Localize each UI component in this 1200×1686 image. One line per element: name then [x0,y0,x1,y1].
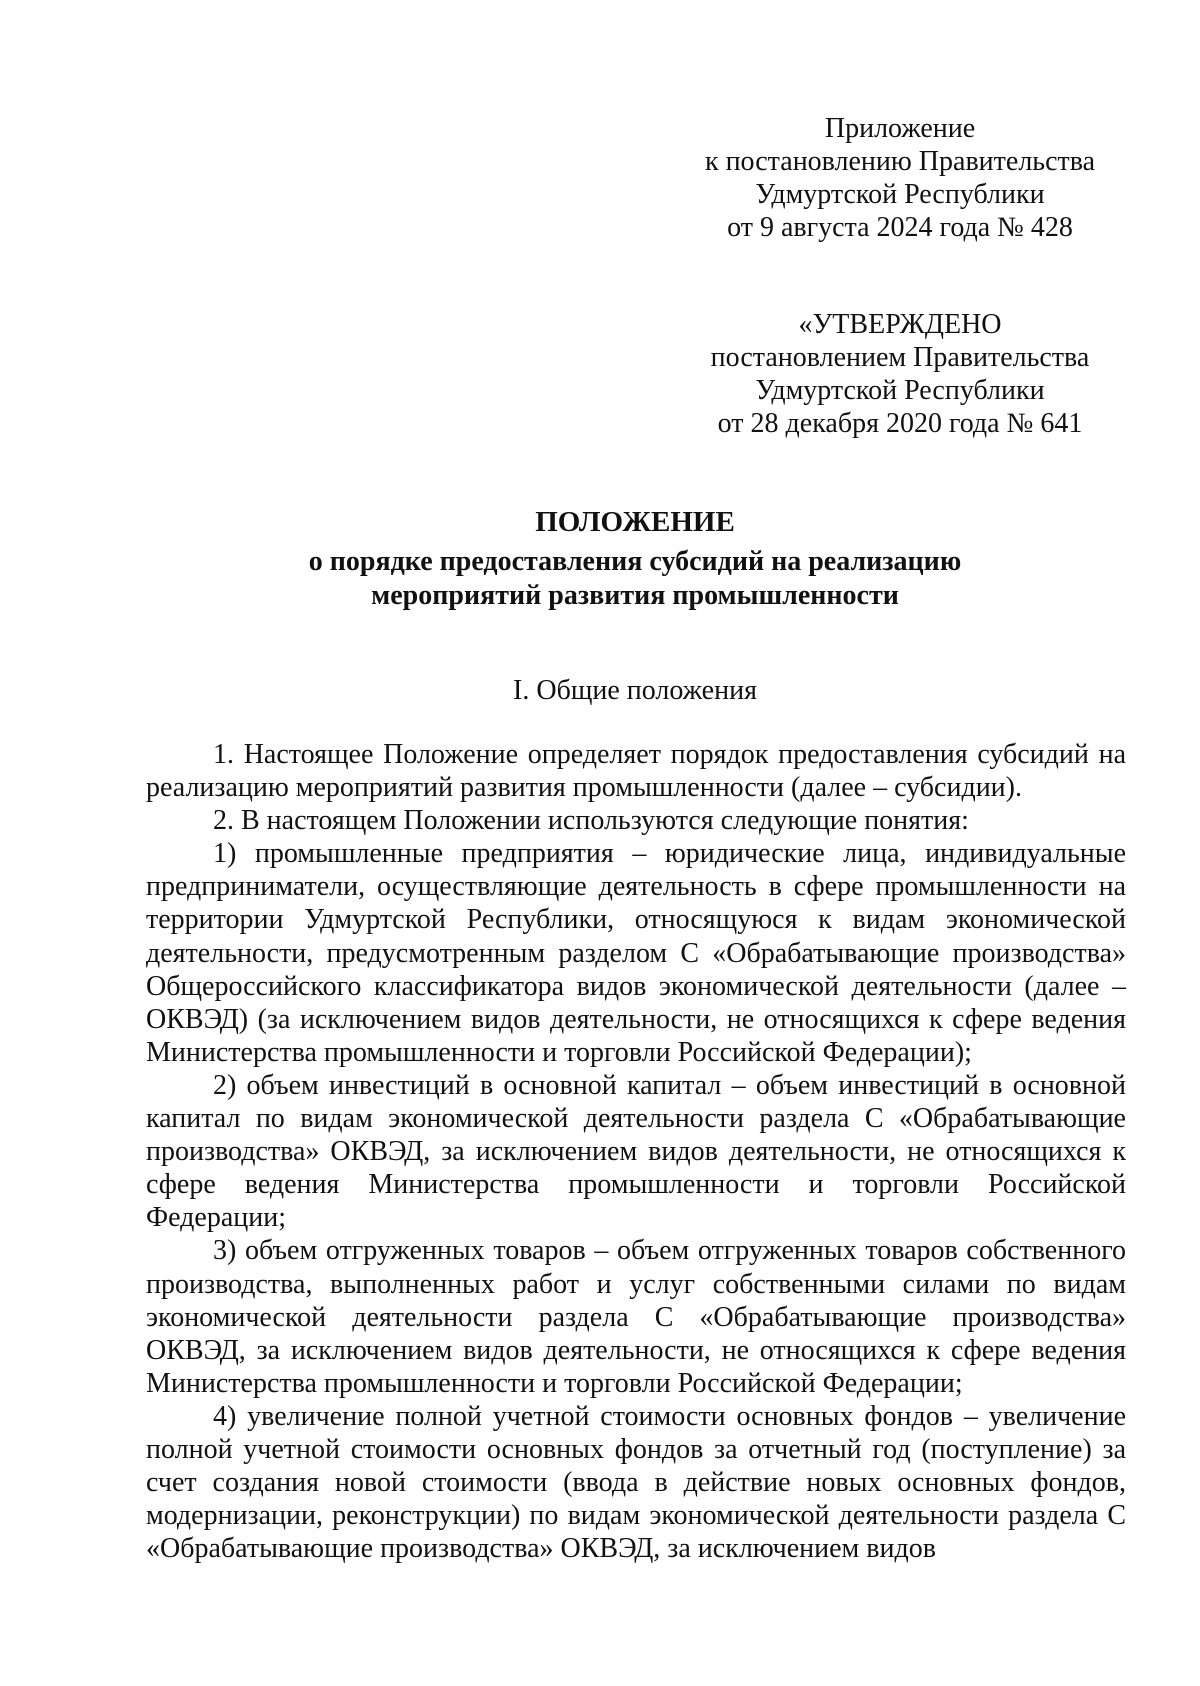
approved-line: постановлением Правительства [710,342,1090,373]
document-body [146,738,1126,1565]
document-title: ПОЛОЖЕНИЕ [535,506,735,538]
appendix-line: Удмуртской Республики [755,179,1045,210]
paragraph: 1. Настоящее Положение определяет порядок предоставления субсидий на реализацию мероприятий развития промышленности (далее – субсидии). [146,739,1126,804]
paragraph: 4) увеличение полной учетной стоимости основных фондов – увеличение полной учетной стоимости основных фондов за отчетный год (поступление) за счет создания новой стоимости (ввода в действие новых основных фондов, модернизации, реконструкции) по видам экономической деятельности раздела С «Обрабатывающие производства» ОКВЭД, за исключением видов [146,1400,1126,1565]
paragraph: 2) объем инвестиций в основной капитал – объем инвестиций в основной капитал по видам экономической деятельности раздела С «Обрабатывающие производства» ОКВЭД, за исключением видов деятельности, не относящихся к сфере ведения Министерства промышленности и торговли Российской Федерации; [146,1069,1126,1234]
approved-line: «УТВЕРЖДЕНО [798,309,1002,340]
appendix-header [700,112,1100,244]
approval-stamp-block [700,308,1100,440]
appendix-line: к постановлению Правительства [704,146,1096,177]
appendix-line: Приложение [824,113,976,144]
paragraph: 2. В настоящем Положении используются следующие понятия: [213,805,969,837]
approved-line: от 28 декабря 2020 года № 641 [717,408,1083,439]
paragraph: 3) объем отгруженных товаров – объем отгруженных товаров собственного производства, выполненных работ и услуг собственными силами по видам экономической деятельности раздела С «Обрабатывающие производства» ОКВЭД, за исключением видов деятельности, не относящихся к сфере ведения Министерства промышленности и торговли Российской Федерации; [146,1235,1126,1399]
section-heading: I. Общие положения [513,675,757,706]
subtitle-line: о порядке предоставления субсидий на реализацию [308,546,962,577]
appendix-line: от 9 августа 2024 года № 428 [727,212,1073,243]
paragraph: 1) промышленные предприятия – юридические лица, индивидуальные предприниматели, осуществляющие деятельность в сфере промышленности на территории Удмуртской Республики, относящуюся к видам экономической деятельности, предусмотренным разделом С «Обрабатывающие производства» Общероссийского классификатора видов экономической деятельности (далее – ОКВЭД) (за исключением видов деятельности, не относящихся к сфере ведения Министерства промышленности и торговли Российской Федерации); [146,838,1126,1068]
document-subtitle [140,545,1130,613]
approved-line: Удмуртской Республики [755,375,1045,406]
subtitle-line: мероприятий развития промышленности [371,580,899,611]
